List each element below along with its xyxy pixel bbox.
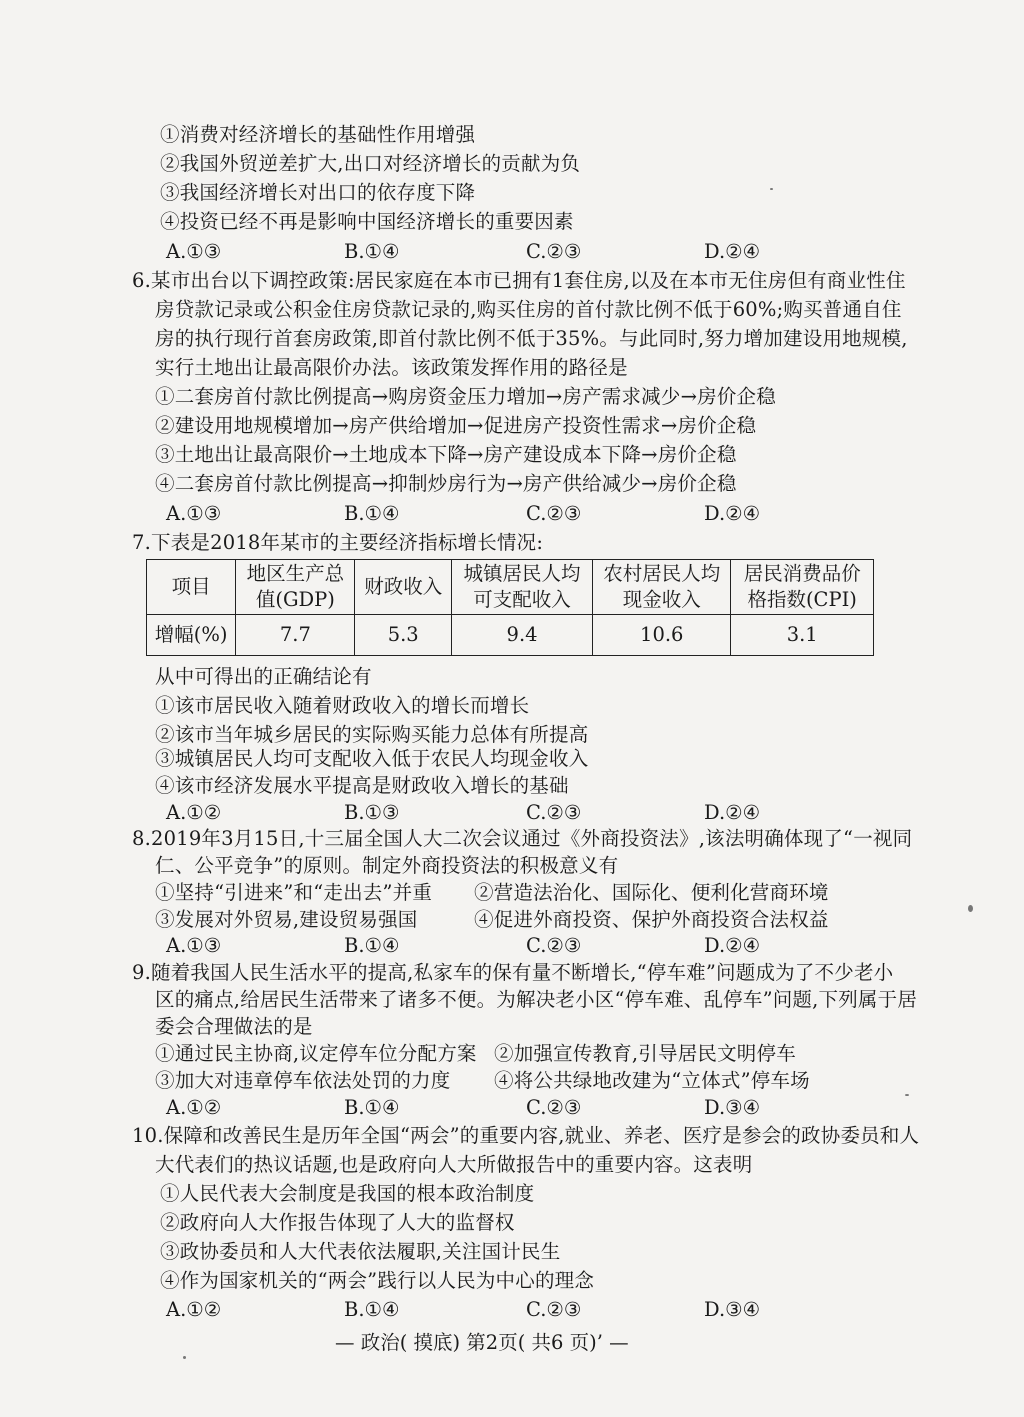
q9-option-d: D.③④ [704, 1096, 761, 1119]
q9-option-a: A.①② [166, 1096, 222, 1119]
q10-item-1: ①人民代表大会制度是我国的根本政治制度 [160, 1182, 535, 1205]
table-row-label: 增幅(%) [147, 615, 236, 656]
q6-option-d: D.②④ [704, 502, 761, 525]
q5-item-4: ④投资已经不再是影响中国经济增长的重要因素 [160, 210, 574, 233]
q6-stem-line-4: 实行土地出让最高限价办法。该政策发挥作用的路径是 [155, 356, 628, 379]
q9-stem-line-1: 9.随着我国人民生活水平的提高,私家车的保有量不断增长,“停车难”问题成为了不少老小 [132, 961, 894, 984]
table-header-cell [593, 560, 731, 615]
q6-item-1: ①二套房首付款比例提高→购房资金压力增加→房产需求减少→房价企稳 [155, 385, 776, 408]
table-header-cell [731, 560, 874, 615]
header-text: 地区生产总 [246, 562, 345, 585]
q6-stem-line-3: 房的执行现行首套房政策,即首付款比例不低于35%。与此同时,努力增加建设用地规模, [155, 327, 908, 350]
q8-item-1: ①坚持“引进来”和“走出去”并重 [155, 881, 433, 904]
scan-speck [770, 188, 773, 190]
q5-item-1: ①消费对经济增长的基础性作用增强 [160, 123, 476, 146]
table-header-cell [236, 560, 355, 615]
table-header-cell [147, 560, 236, 615]
q10-option-a: A.①② [166, 1298, 222, 1321]
q7-item-1: ①该市居民收入随着财政收入的增长而增长 [155, 694, 530, 717]
header-text: 居民消费品价 [743, 562, 861, 585]
table-cell: 9.4 [451, 615, 592, 656]
q10-stem-line-1: 10.保障和改善民生是历年全国“两会”的重要内容,就业、养老、医疗是参会的政协委员和人 [132, 1124, 920, 1147]
q6-option-c: C.②③ [526, 502, 582, 525]
q8-option-a: A.①③ [166, 934, 222, 957]
q10-option-b: B.①④ [344, 1298, 400, 1321]
q10-item-2: ②政府向人大作报告体现了人大的监督权 [160, 1211, 515, 1234]
q7-option-a: A.①② [166, 801, 222, 824]
q8-item-4: ④促进外商投资、保护外商投资合法权益 [474, 908, 829, 931]
header-text: 现金收入 [622, 588, 701, 611]
q10-stem-line-2: 大代表们的热议话题,也是政府向人大所做报告中的重要内容。这表明 [155, 1153, 753, 1176]
q9-option-b: B.①④ [344, 1096, 400, 1119]
scan-speck [183, 1356, 186, 1359]
q6-item-4: ④二套房首付款比例提高→抑制炒房行为→房产供给减少→房价企稳 [155, 472, 737, 495]
q7-option-c: C.②③ [526, 801, 582, 824]
q8-option-d: D.②④ [704, 934, 761, 957]
q7-item-4: ④该市经济发展水平提高是财政收入增长的基础 [155, 774, 569, 797]
q9-item-1: ①通过民主协商,议定停车位分配方案 [155, 1042, 477, 1065]
page-footer: — 政治( 摸底) 第2页( 共6 页)’ — [335, 1331, 629, 1354]
q8-stem-line-1: 8.2019年3月15日,十三届全国人大二次会议通过《外商投资法》,该法明确体现了“一视同 [132, 827, 913, 850]
table-header-cell [451, 560, 592, 615]
q7-option-b: B.①③ [344, 801, 400, 824]
q9-item-2: ②加强宣传教育,引导居民文明停车 [494, 1042, 796, 1065]
q10-option-c: C.②③ [526, 1298, 582, 1321]
q5-option-b: B.①④ [344, 240, 400, 263]
q6-stem-line-1: 6.某市出台以下调控政策:居民家庭在本市已拥有1套住房,以及在本市无住房但有商业性住 [132, 269, 906, 292]
table-header-row [147, 560, 874, 615]
q8-option-c: C.②③ [526, 934, 582, 957]
q8-item-3: ③发展对外贸易,建设贸易强国 [155, 908, 418, 931]
q5-item-3: ③我国经济增长对出口的依存度下降 [160, 181, 476, 204]
q6-item-2: ②建设用地规模增加→房产供给增加→促进房产投资性需求→房价企稳 [155, 414, 757, 437]
q10-item-3: ③政协委员和人大代表依法履职,关注国计民生 [160, 1240, 561, 1263]
scan-speck [968, 905, 973, 912]
scan-speck [905, 1094, 909, 1096]
q7-item-3: ③城镇居民人均可支配收入低于农民人均现金收入 [155, 747, 589, 770]
q7-lead: 从中可得出的正确结论有 [155, 665, 372, 688]
header-text: 农村居民人均 [603, 562, 721, 585]
q7-option-d: D.②④ [704, 801, 761, 824]
table-cell: 7.7 [236, 615, 355, 656]
q6-option-a: A.①③ [166, 502, 222, 525]
table-header-cell [355, 560, 452, 615]
q5-option-d: D.②④ [704, 240, 761, 263]
header-text: 财政收入 [364, 575, 443, 598]
q6-option-b: B.①④ [344, 502, 400, 525]
q7-item-2: ②该市当年城乡居民的实际购买能力总体有所提高 [155, 723, 589, 746]
q10-option-d: D.③④ [704, 1298, 761, 1321]
header-text: 值(GDP) [255, 588, 335, 611]
q9-option-c: C.②③ [526, 1096, 582, 1119]
q8-option-b: B.①④ [344, 934, 400, 957]
table-cell: 5.3 [355, 615, 452, 656]
table-cell: 10.6 [593, 615, 731, 656]
q9-item-4: ④将公共绿地改建为“立体式”停车场 [494, 1069, 810, 1092]
q8-item-2: ②营造法治化、国际化、便利化营商环境 [474, 881, 829, 904]
q8-stem-line-2: 仁、公平竞争”的原则。制定外商投资法的积极意义有 [155, 854, 619, 877]
q9-stem-line-2: 区的痛点,给居民生活带来了诸多不便。为解决老小区“停车难、乱停车”问题,下列属于居 [155, 988, 918, 1011]
q10-item-4: ④作为国家机关的“两会”践行以人民为中心的理念 [160, 1269, 595, 1292]
q9-stem-line-3: 委会合理做法的是 [155, 1015, 313, 1038]
q5-option-a: A.①③ [166, 240, 222, 263]
q5-item-2: ②我国外贸逆差扩大,出口对经济增长的贡献为负 [160, 152, 581, 175]
q5-option-c: C.②③ [526, 240, 582, 263]
header-text: 可支配收入 [473, 588, 571, 611]
q6-item-3: ③土地出让最高限价→土地成本下降→房产建设成本下降→房价企稳 [155, 443, 737, 466]
q7-stem: 7.下表是2018年某市的主要经济指标增长情况: [132, 531, 544, 554]
header-text: 格指数(CPI) [747, 588, 857, 611]
table-cell: 3.1 [731, 615, 874, 656]
header-text: 项目 [171, 575, 211, 598]
q9-item-3: ③加大对违章停车依法处罚的力度 [155, 1069, 451, 1092]
economic-indicators-table [146, 559, 874, 656]
table-row [147, 615, 874, 656]
header-text: 城镇居民人均 [463, 562, 581, 585]
q6-stem-line-2: 房贷款记录或公积金住房贷款记录的,购买住房的首付款比例不低于60%;购买普通自住 [155, 298, 902, 321]
